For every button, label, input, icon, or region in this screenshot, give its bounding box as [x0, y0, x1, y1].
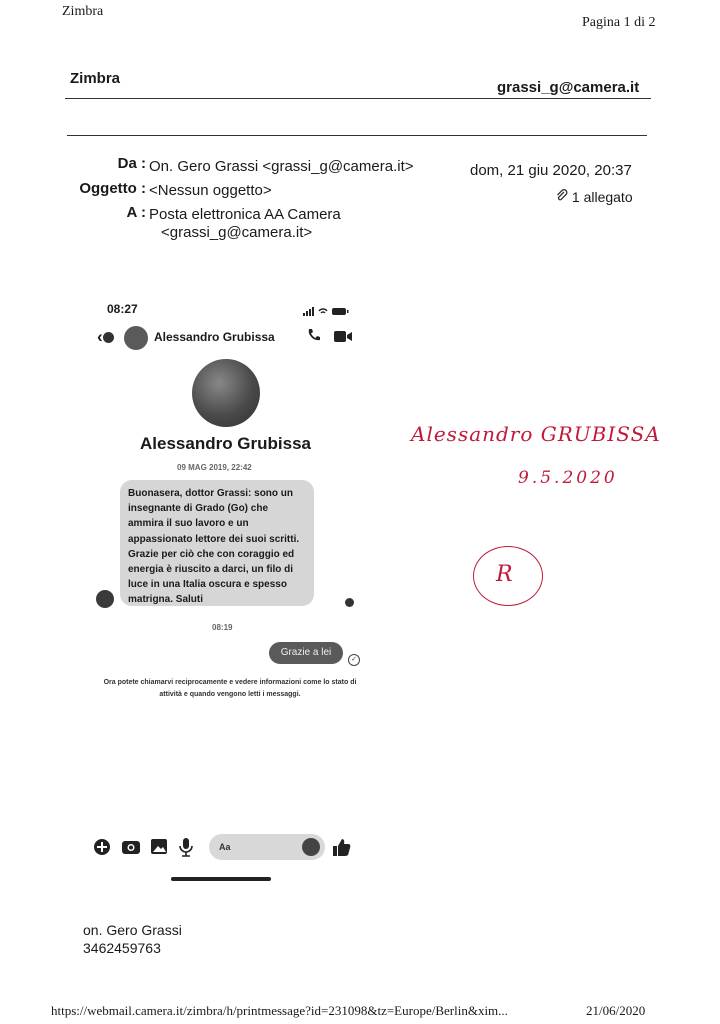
- sender-avatar: [96, 590, 114, 608]
- camera-icon: [122, 841, 140, 854]
- home-indicator: [171, 877, 271, 881]
- outgoing-message-bubble: Grazie a lei: [269, 642, 343, 664]
- profile-photo: [192, 359, 260, 427]
- to-label: A :: [126, 204, 146, 221]
- gallery-icon: [151, 839, 167, 854]
- phone-status-icons: [303, 303, 353, 321]
- header-divider: [65, 98, 651, 99]
- footer-url: https://webmail.camera.it/zimbra/h/printmessage?id=231098&tz=Europe/Berlin&xim...: [51, 1003, 508, 1018]
- thumbs-up-icon: [333, 839, 350, 856]
- to-value-address: <grassi_g@camera.it>: [161, 224, 313, 241]
- account-email: grassi_g@camera.it: [497, 79, 640, 96]
- signature-phone: 3462459763: [83, 940, 161, 956]
- read-receipt-icon: [345, 598, 354, 607]
- plus-icon: [94, 839, 110, 855]
- video-call-icon[interactable]: [333, 329, 353, 348]
- phone-status-time: 08:27: [107, 302, 138, 316]
- emoji-icon[interactable]: [302, 838, 320, 856]
- page-counter: Pagina 1 di 2: [582, 15, 656, 30]
- signature-name: on. Gero Grassi: [83, 922, 182, 938]
- subject-value: <Nessun oggetto>: [149, 182, 272, 199]
- from-value: On. Gero Grassi <grassi_g@camera.it>: [149, 158, 414, 175]
- profile-name: Alessandro Grubissa: [140, 434, 312, 453]
- from-label: Da :: [117, 155, 146, 172]
- message-input[interactable]: Aa: [209, 834, 325, 860]
- contact-avatar[interactable]: [124, 326, 148, 350]
- footer-date: 21/06/2020: [586, 1003, 646, 1018]
- message-date: dom, 21 giu 2020, 20:37: [470, 162, 632, 179]
- attachment-link[interactable]: [555, 189, 633, 205]
- incoming-message-bubble: Buonasera, dottor Grassi: sono un insegnante di Grado (Go) che ammira il suo lavoro e un appassionato lettore dei suoi scritti. Grazie per ciò che con coraggio ed energia è riuscito a darci, un filo di luce in una Italia oscura e spesso matrigna. Saluti: [120, 480, 314, 606]
- handwritten-mark: R: [496, 562, 513, 587]
- reply-timestamp: 08:19: [212, 623, 233, 632]
- app-title: Zimbra: [70, 70, 121, 87]
- print-header-app: Zimbra: [62, 4, 104, 19]
- attachment-count: 1 allegato: [571, 189, 633, 205]
- header-divider-2: [67, 135, 647, 136]
- subject-label: Oggetto :: [79, 180, 146, 197]
- microphone-icon: [180, 838, 192, 856]
- to-value: Posta elettronica AA Camera: [149, 206, 341, 223]
- delivered-check-icon: ✓: [348, 654, 360, 666]
- back-icon[interactable]: ‹: [97, 327, 114, 347]
- message-timestamp: 09 MAG 2019, 22:42: [177, 463, 252, 472]
- chat-contact-name[interactable]: Alessandro Grubissa: [154, 330, 275, 344]
- handwritten-date: 9.5.2020: [518, 468, 618, 488]
- phone-call-icon[interactable]: [306, 327, 322, 348]
- handwritten-name: Alessandro GRUBISSA: [411, 422, 661, 446]
- paperclip-icon: [555, 189, 572, 205]
- chat-info-text: Ora potete chiamarvi reciprocamente e vedere informazioni come lo stato di attività e quando vengono letti i messaggi.: [103, 679, 357, 698]
